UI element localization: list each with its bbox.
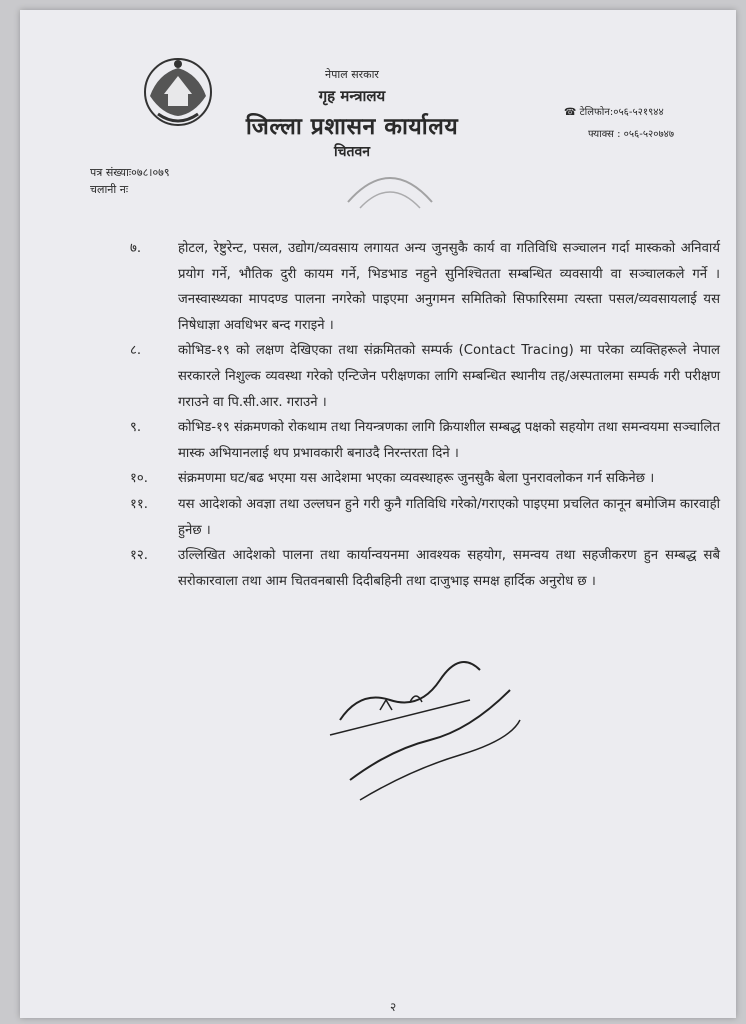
item-number: ११. bbox=[130, 496, 148, 512]
office-stamp bbox=[340, 162, 440, 212]
item-number: १०. bbox=[130, 471, 148, 487]
item-number: ९. bbox=[130, 420, 142, 436]
dispatch-number: चलानी नः bbox=[90, 183, 129, 196]
district-name: चितवन bbox=[333, 144, 371, 160]
order-item-9 bbox=[130, 415, 720, 466]
item-text: कोभिड-१९ को लक्षण देखिएका तथा संक्रमितको सम्पर्क (Contact Tracing) मा परेका व्यक्तिहरूले नेपाल सरकारले निशुल्क व्यवस्था गरेको एन्टिजेन परीक्षणका लागि सम्बन्धित स्थानीय तह/अस्पतालमा सम्पर्क गरी परीक्षण गराउने वा पि.सी.आर. गराउने । bbox=[178, 343, 720, 410]
item-text: यस आदेशको अवज्ञा तथा उल्लघन हुने गरी कुनै गतिविधि गरेको/गराएको पाइएमा प्रचलित कानून बमोजिम कारवाही हुनेछ । bbox=[178, 496, 720, 538]
item-number: ८. bbox=[130, 343, 142, 359]
order-items bbox=[130, 236, 720, 594]
letter-number: पत्र संख्याः०७८।०७९ bbox=[90, 166, 170, 179]
order-item-7 bbox=[130, 236, 720, 338]
government-name: नेपाल सरकार bbox=[325, 68, 379, 81]
item-text: होटल, रेष्टुरेन्ट, पसल, उद्योग/व्यवसाय लगायत अन्य जुनसुकै कार्य वा गतिविधि सञ्चालन गर्दा मास्कको अनिवार्य प्रयोग गर्ने, भौतिक दुरी कायम गर्ने, भिडभाड नहुने सुनिश्चितता सम्बन्धित व्यवसायी वा सञ्चालकले गर्ने । जनस्वास्थ्यका मापदण्ड पालना नगरेको पाइएमा अनुगमन समितिको सिफारिसमा त्यस्ता पसल/व्यवसायलाई यस निषेधाज्ञा अवधिभर बन्द गराइने । bbox=[178, 241, 720, 333]
handwritten-signature bbox=[320, 650, 540, 810]
item-text: कोभिड-१९ संक्रमणको रोकथाम तथा नियन्त्रणका लागि क्रियाशील सम्बद्ध पक्षको सहयोग तथा समन्वयमा सञ्चालित मास्क अभियानलाई थप प्रभावकारी बनाउदै निरन्तरता दिने । bbox=[178, 420, 720, 461]
page-number: २ bbox=[390, 1000, 397, 1014]
item-text: उल्लिखित आदेशको पालना तथा कार्यान्वयनमा आवश्यक सहयोग, समन्वय तथा सहजीकरण हुन सम्बद्ध सबै सरोकारवाला तथा आम चितवनबासी दिदीबहिनी तथा दाजुभाइ समक्ष हार्दिक अनुरोध छ । bbox=[178, 548, 720, 589]
item-number: १२. bbox=[130, 548, 148, 564]
office-name: जिल्ला प्रशासन कार्यालय bbox=[245, 114, 459, 140]
letter-page bbox=[20, 10, 736, 1018]
order-item-12 bbox=[130, 543, 720, 594]
order-item-10 bbox=[130, 466, 720, 492]
order-item-11 bbox=[130, 492, 720, 543]
item-number: ७. bbox=[130, 241, 142, 256]
telephone-number: ☎ टेलिफोन:०५६-५२१९४४ bbox=[564, 107, 664, 118]
order-item-8 bbox=[130, 338, 720, 415]
fax-number: फ्याक्स : ०५६-५२०७४७ bbox=[588, 129, 675, 140]
item-text: संक्रमणमा घट/बढ भएमा यस आदेशमा भएका व्यवस्थाहरू जुनसुकै बेला पुनरावलोकन गर्न सकिनेछ । bbox=[178, 471, 655, 487]
ministry-name: गृह मन्त्रालय bbox=[318, 87, 386, 105]
